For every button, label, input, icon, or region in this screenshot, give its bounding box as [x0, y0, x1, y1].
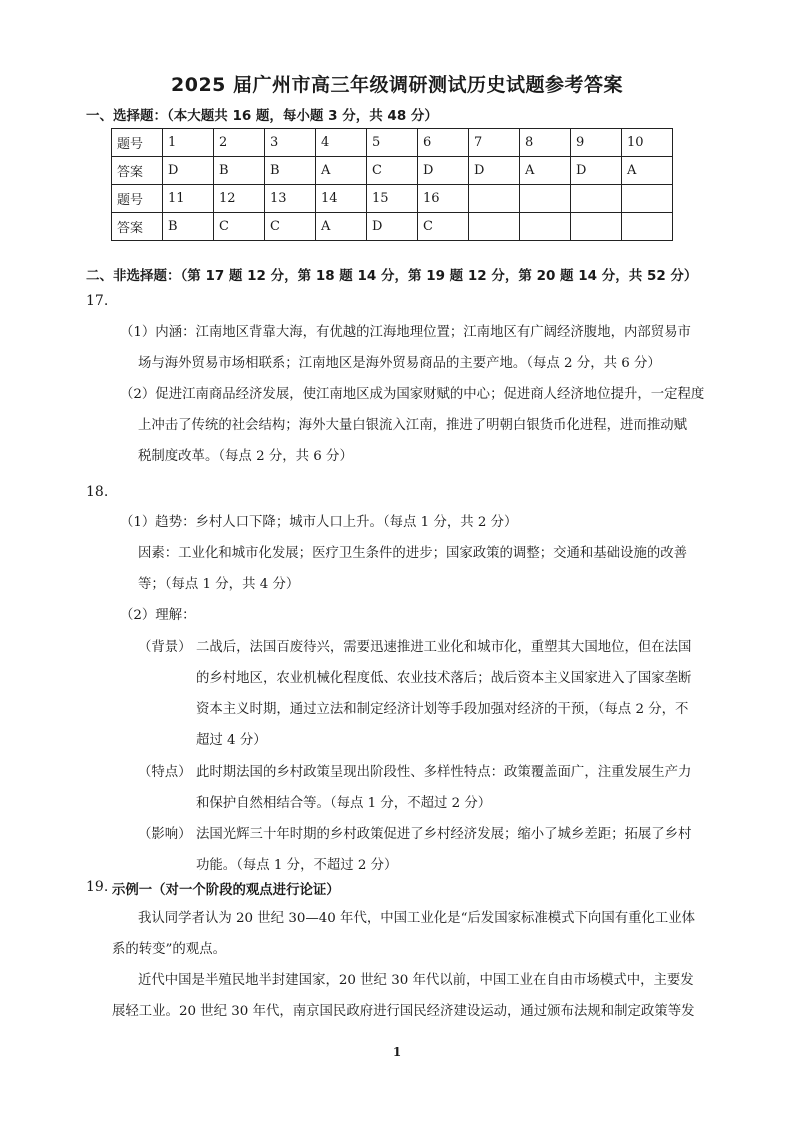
table-cell	[520, 213, 571, 241]
section1-heading: 一、选择题：（本大题共 16 题，每小题 3 分，共 48 分）	[86, 108, 438, 124]
section2-heading: 二、非选择题：（第 17 题 12 分，第 18 题 14 分，第 19 题 12 分，第 20 题 14 分，共 52 分）	[86, 268, 698, 284]
answer-line: （2）促进江南商品经济发展，使江南地区成为国家财赋的中心；促进商人经济地位提升，一定程度	[120, 387, 705, 402]
table-cell	[622, 213, 673, 241]
answer-line: 功能。（每点 1 分，不超过 2 分）	[196, 858, 398, 873]
table-cell: 11	[163, 185, 214, 213]
table-cell: 15	[367, 185, 418, 213]
table-cell: 题号	[112, 129, 163, 157]
table-cell: 2	[214, 129, 265, 157]
table-cell	[520, 185, 571, 213]
answer-line: 展轻工业。20 世纪 30 年代，南京国民政府进行国民经济建设运动，通过颁布法规和制定政策等发	[112, 1004, 695, 1019]
impact-text	[196, 819, 726, 881]
question-18-part1	[120, 507, 720, 631]
table-cell: B	[163, 213, 214, 241]
question-17-number: 17.	[86, 293, 109, 309]
table-cell	[622, 185, 673, 213]
table-cell: 8	[520, 129, 571, 157]
table-cell	[469, 213, 520, 241]
table-cell: 1	[163, 129, 214, 157]
question-18-number: 18.	[86, 484, 109, 500]
table-cell: D	[571, 157, 622, 185]
table-cell: A	[520, 157, 571, 185]
document-title: 2025 届广州市高三年级调研测试历史试题参考答案	[171, 74, 623, 96]
table-cell: C	[214, 213, 265, 241]
table-cell: 3	[265, 129, 316, 157]
impact-label: （影响）	[138, 827, 192, 842]
table-cell: 14	[316, 185, 367, 213]
table-cell: A	[316, 157, 367, 185]
table-cell: 7	[469, 129, 520, 157]
answer-line: 系的转变”的观点。	[112, 942, 226, 957]
answer-table	[111, 128, 673, 241]
answer-line: （1）内涵：江南地区背靠大海，有优越的江海地理位置；江南地区有广阔经济腹地，内部贸易市	[120, 325, 691, 340]
table-cell: 10	[622, 129, 673, 157]
answer-line: 的乡村地区，农业机械化程度低、农业技术落后；战后资本主义国家进入了国家垄断	[196, 671, 692, 686]
answer-line: 二战后，法国百废待兴，需要迅速推进工业化和城市化，重塑其大国地位，但在法国	[196, 640, 692, 655]
table-cell: C	[367, 157, 418, 185]
table-cell: 16	[418, 185, 469, 213]
question-17-answer	[120, 317, 720, 472]
answer-line: 近代中国是半殖民地半封建国家，20 世纪 30 年代以前，中国工业在自由市场模式中，主要发	[138, 973, 694, 988]
table-cell: 5	[367, 129, 418, 157]
table-cell: 12	[214, 185, 265, 213]
table-row	[112, 157, 673, 185]
table-cell: A	[316, 213, 367, 241]
table-cell: D	[469, 157, 520, 185]
background-text	[196, 632, 726, 756]
answer-line: 和保护自然相结合等。（每点 1 分，不超过 2 分）	[196, 796, 492, 811]
features-label: （特点）	[138, 765, 192, 780]
question-19-answer	[112, 903, 728, 1027]
table-row	[112, 213, 673, 241]
table-cell: D	[418, 157, 469, 185]
page-number: 1	[392, 1045, 402, 1059]
question-19-number: 19.	[86, 879, 109, 895]
answer-line: （1）趋势：乡村人口下降；城市人口上升。（每点 1 分，共 2 分）	[120, 515, 518, 530]
table-cell: 4	[316, 129, 367, 157]
table-cell	[571, 185, 622, 213]
table-cell: B	[214, 157, 265, 185]
background-label: （背景）	[138, 640, 192, 655]
example-one-title: 示例一（对一个阶段的观点进行论证）	[112, 883, 340, 898]
answer-line: 上冲击了传统的社会结构；海外大量白银流入江南，推进了明朝白银货币化进程，进而推动赋	[138, 418, 688, 433]
table-cell: 答案	[112, 157, 163, 185]
answer-line: 资本主义时期，通过立法和制定经济计划等手段加强对经济的干预，（每点 2 分，不	[196, 702, 689, 717]
answer-line: （2）理解：	[120, 608, 196, 623]
table-cell: 13	[265, 185, 316, 213]
features-text	[196, 757, 726, 819]
table-cell: D	[163, 157, 214, 185]
answer-line: 我认同学者认为 20 世纪 30—40 年代，中国工业化是“后发国家标准模式下向国有重化工业体	[138, 911, 696, 926]
table-cell: C	[265, 213, 316, 241]
answer-line: 法国光辉三十年时期的乡村政策促进了乡村经济发展；缩小了城乡差距；拓展了乡村	[196, 827, 692, 842]
table-row	[112, 185, 673, 213]
answer-line: 超过 4 分）	[196, 733, 267, 748]
answer-line: 税制度改革。（每点 2 分，共 6 分）	[138, 449, 353, 464]
table-cell: 答案	[112, 213, 163, 241]
table-cell: B	[265, 157, 316, 185]
table-row	[112, 129, 673, 157]
answer-line: 场与海外贸易市场相联系；江南地区是海外贸易商品的主要产地。（每点 2 分，共 6 分）	[138, 356, 661, 371]
table-cell: 6	[418, 129, 469, 157]
answer-line: 此时期法国的乡村政策呈现出阶段性、多样性特点：政策覆盖面广，注重发展生产力	[196, 765, 692, 780]
table-cell: A	[622, 157, 673, 185]
table-cell: 题号	[112, 185, 163, 213]
table-cell: 9	[571, 129, 622, 157]
table-cell: C	[418, 213, 469, 241]
table-cell	[571, 213, 622, 241]
table-cell: D	[367, 213, 418, 241]
answer-line: 等；（每点 1 分，共 4 分）	[138, 577, 300, 592]
table-cell	[469, 185, 520, 213]
answer-line: 因素：工业化和城市化发展；医疗卫生条件的进步；国家政策的调整；交通和基础设施的改善	[138, 546, 688, 561]
